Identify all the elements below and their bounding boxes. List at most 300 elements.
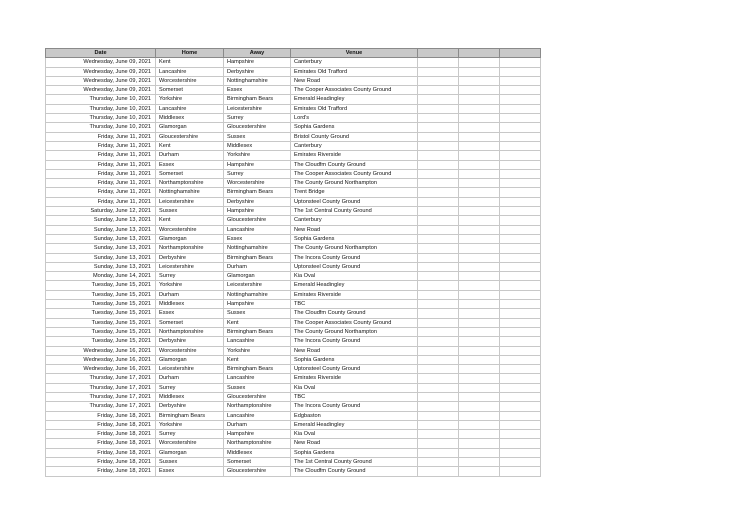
cell-empty (459, 383, 500, 392)
cell-date: Sunday, June 13, 2021 (46, 244, 156, 253)
cell-empty (459, 244, 500, 253)
cell-empty (500, 420, 541, 429)
cell-empty (459, 337, 500, 346)
cell-empty (459, 169, 500, 178)
cell-date: Thursday, June 10, 2021 (46, 95, 156, 104)
cell-home: Surrey (156, 272, 224, 281)
cell-venue: The Incora County Ground (291, 337, 418, 346)
cell-date: Sunday, June 13, 2021 (46, 216, 156, 225)
cell-date: Monday, June 14, 2021 (46, 272, 156, 281)
cell-home: Glamorgan (156, 448, 224, 457)
cell-empty (500, 411, 541, 420)
cell-date: Friday, June 11, 2021 (46, 132, 156, 141)
cell-empty (500, 169, 541, 178)
cell-empty (500, 67, 541, 76)
cell-away: Kent (224, 318, 291, 327)
cell-empty (418, 197, 459, 206)
cell-home: Yorkshire (156, 281, 224, 290)
cell-venue: The County Ground Northampton (291, 327, 418, 336)
cell-home: Northamptonshire (156, 327, 224, 336)
cell-date: Wednesday, June 16, 2021 (46, 346, 156, 355)
cell-empty (418, 160, 459, 169)
cell-date: Friday, June 18, 2021 (46, 439, 156, 448)
cell-empty (418, 95, 459, 104)
cell-home: Middlesex (156, 392, 224, 401)
cell-away: Nottinghamshire (224, 290, 291, 299)
cell-away: Lancashire (224, 374, 291, 383)
cell-venue: Trent Bridge (291, 188, 418, 197)
cell-venue: New Road (291, 439, 418, 448)
cell-away: Middlesex (224, 141, 291, 150)
cell-away: Hampshire (224, 160, 291, 169)
header-home: Home (156, 49, 224, 58)
cell-empty (500, 58, 541, 67)
cell-home: Leicestershire (156, 197, 224, 206)
cell-venue: Canterbury (291, 216, 418, 225)
cell-home: Somerset (156, 86, 224, 95)
cell-empty (500, 439, 541, 448)
cell-date: Sunday, June 13, 2021 (46, 234, 156, 243)
table-row (46, 253, 541, 262)
cell-date: Friday, June 18, 2021 (46, 458, 156, 467)
cell-empty (418, 281, 459, 290)
cell-home: Middlesex (156, 114, 224, 123)
cell-away: Yorkshire (224, 346, 291, 355)
cell-home: Durham (156, 374, 224, 383)
cell-empty (500, 365, 541, 374)
cell-venue: The Cloudfm County Ground (291, 467, 418, 476)
cell-venue: New Road (291, 225, 418, 234)
table-row (46, 467, 541, 476)
cell-away: Hampshire (224, 207, 291, 216)
cell-empty (418, 420, 459, 429)
cell-home: Yorkshire (156, 420, 224, 429)
cell-venue: Sophia Gardens (291, 448, 418, 457)
table-row (46, 244, 541, 253)
cell-empty (500, 253, 541, 262)
cell-empty (418, 132, 459, 141)
cell-empty (459, 448, 500, 457)
cell-empty (500, 123, 541, 132)
cell-empty (418, 253, 459, 262)
cell-away: Gloucestershire (224, 392, 291, 401)
cell-away: Worcestershire (224, 179, 291, 188)
cell-date: Wednesday, June 16, 2021 (46, 355, 156, 364)
cell-venue: Sophia Gardens (291, 123, 418, 132)
table-row (46, 448, 541, 457)
table-row (46, 439, 541, 448)
cell-empty (459, 309, 500, 318)
cell-away: Lancashire (224, 337, 291, 346)
cell-empty (418, 309, 459, 318)
cell-empty (418, 179, 459, 188)
cell-away: Birmingham Bears (224, 188, 291, 197)
cell-date: Friday, June 11, 2021 (46, 188, 156, 197)
cell-venue: TBC (291, 300, 418, 309)
cell-venue: Bristol County Ground (291, 132, 418, 141)
table-row (46, 355, 541, 364)
table-body (46, 58, 541, 476)
table-row (46, 365, 541, 374)
cell-empty (500, 188, 541, 197)
table-row (46, 95, 541, 104)
cell-away: Gloucestershire (224, 123, 291, 132)
cell-venue: Kia Oval (291, 430, 418, 439)
cell-home: Sussex (156, 458, 224, 467)
cell-away: Birmingham Bears (224, 95, 291, 104)
cell-empty (500, 430, 541, 439)
cell-empty (500, 392, 541, 401)
cell-away: Lancashire (224, 225, 291, 234)
table-row (46, 290, 541, 299)
cell-home: Leicestershire (156, 262, 224, 271)
cell-away: Essex (224, 86, 291, 95)
cell-empty (418, 188, 459, 197)
cell-venue: The Cloudfm County Ground (291, 160, 418, 169)
cell-date: Thursday, June 17, 2021 (46, 374, 156, 383)
cell-home: Derbyshire (156, 402, 224, 411)
cell-away: Sussex (224, 132, 291, 141)
cell-home: Derbyshire (156, 337, 224, 346)
table-row (46, 76, 541, 85)
cell-home: Somerset (156, 318, 224, 327)
cell-empty (459, 253, 500, 262)
cell-empty (500, 76, 541, 85)
cell-away: Birmingham Bears (224, 327, 291, 336)
cell-home: Leicestershire (156, 365, 224, 374)
table-row (46, 374, 541, 383)
cell-venue: The 1st Central County Ground (291, 458, 418, 467)
cell-empty (418, 327, 459, 336)
table-row (46, 420, 541, 429)
cell-empty (500, 467, 541, 476)
cell-empty (459, 95, 500, 104)
cell-empty (418, 76, 459, 85)
cell-venue: New Road (291, 76, 418, 85)
cell-home: Kent (156, 58, 224, 67)
cell-empty (418, 300, 459, 309)
cell-away: Nottinghamshire (224, 244, 291, 253)
table-row (46, 67, 541, 76)
cell-home: Lancashire (156, 67, 224, 76)
cell-date: Thursday, June 17, 2021 (46, 392, 156, 401)
header-date: Date (46, 49, 156, 58)
cell-date: Tuesday, June 15, 2021 (46, 281, 156, 290)
header-row (46, 49, 541, 58)
cell-away: Durham (224, 262, 291, 271)
cell-venue: The County Ground Northampton (291, 179, 418, 188)
cell-date: Tuesday, June 15, 2021 (46, 309, 156, 318)
cell-away: Durham (224, 420, 291, 429)
cell-empty (500, 225, 541, 234)
cell-venue: The Incora County Ground (291, 253, 418, 262)
cell-empty (500, 300, 541, 309)
cell-home: Somerset (156, 169, 224, 178)
cell-empty (459, 86, 500, 95)
cell-empty (459, 392, 500, 401)
cell-empty (500, 216, 541, 225)
cell-venue: Uptonsteel County Ground (291, 197, 418, 206)
cell-empty (459, 76, 500, 85)
table-row (46, 141, 541, 150)
cell-away: Sussex (224, 383, 291, 392)
cell-date: Thursday, June 17, 2021 (46, 383, 156, 392)
cell-empty (459, 290, 500, 299)
cell-empty (500, 281, 541, 290)
cell-venue: TBC (291, 392, 418, 401)
cell-date: Friday, June 18, 2021 (46, 411, 156, 420)
table-row (46, 411, 541, 420)
cell-home: Surrey (156, 430, 224, 439)
cell-empty (500, 383, 541, 392)
cell-empty (500, 262, 541, 271)
cell-empty (459, 458, 500, 467)
cell-date: Wednesday, June 09, 2021 (46, 67, 156, 76)
cell-date: Tuesday, June 15, 2021 (46, 300, 156, 309)
cell-home: Nottinghamshire (156, 188, 224, 197)
cell-empty (459, 67, 500, 76)
cell-empty (418, 402, 459, 411)
cell-away: Surrey (224, 114, 291, 123)
table-row (46, 327, 541, 336)
cell-away: Derbyshire (224, 197, 291, 206)
cell-home: Essex (156, 160, 224, 169)
cell-empty (459, 430, 500, 439)
cell-home: Durham (156, 290, 224, 299)
cell-venue: Canterbury (291, 141, 418, 150)
cell-date: Thursday, June 10, 2021 (46, 104, 156, 113)
cell-empty (418, 86, 459, 95)
cell-empty (418, 448, 459, 457)
cell-empty (459, 132, 500, 141)
table-row (46, 114, 541, 123)
cell-empty (459, 197, 500, 206)
cell-empty (459, 207, 500, 216)
cell-empty (459, 355, 500, 364)
table-row (46, 225, 541, 234)
cell-empty (500, 327, 541, 336)
header-empty (418, 49, 459, 58)
cell-empty (500, 402, 541, 411)
cell-away: Sussex (224, 309, 291, 318)
cell-venue: The Incora County Ground (291, 402, 418, 411)
table-row (46, 123, 541, 132)
cell-home: Lancashire (156, 104, 224, 113)
cell-venue: The 1st Central County Ground (291, 207, 418, 216)
cell-venue: New Road (291, 346, 418, 355)
cell-empty (500, 272, 541, 281)
cell-empty (418, 458, 459, 467)
cell-empty (500, 114, 541, 123)
cell-empty (459, 272, 500, 281)
cell-empty (500, 448, 541, 457)
table-row (46, 179, 541, 188)
cell-date: Friday, June 11, 2021 (46, 197, 156, 206)
cell-venue: Sophia Gardens (291, 234, 418, 243)
table-row (46, 234, 541, 243)
table-row (46, 151, 541, 160)
cell-empty (418, 67, 459, 76)
cell-empty (418, 374, 459, 383)
cell-empty (500, 374, 541, 383)
cell-date: Thursday, June 10, 2021 (46, 123, 156, 132)
header-empty (459, 49, 500, 58)
cell-home: Glamorgan (156, 123, 224, 132)
cell-venue: Emirates Old Trafford (291, 104, 418, 113)
cell-empty (500, 141, 541, 150)
cell-venue: Emirates Old Trafford (291, 67, 418, 76)
cell-away: Derbyshire (224, 67, 291, 76)
cell-empty (459, 467, 500, 476)
cell-empty (418, 365, 459, 374)
cell-empty (418, 225, 459, 234)
cell-empty (418, 123, 459, 132)
cell-venue: The Cooper Associates County Ground (291, 169, 418, 178)
cell-empty (459, 141, 500, 150)
cell-empty (500, 207, 541, 216)
cell-venue: Uptonsteel County Ground (291, 262, 418, 271)
cell-date: Sunday, June 13, 2021 (46, 253, 156, 262)
cell-home: Middlesex (156, 300, 224, 309)
cell-empty (500, 458, 541, 467)
table-row (46, 58, 541, 67)
cell-empty (459, 58, 500, 67)
cell-empty (500, 197, 541, 206)
cell-venue: Kia Oval (291, 383, 418, 392)
table-row (46, 318, 541, 327)
cell-away: Yorkshire (224, 151, 291, 160)
cell-away: Somerset (224, 458, 291, 467)
cell-empty (459, 114, 500, 123)
cell-date: Tuesday, June 15, 2021 (46, 290, 156, 299)
table-row (46, 169, 541, 178)
cell-date: Friday, June 18, 2021 (46, 467, 156, 476)
cell-empty (500, 244, 541, 253)
table-row (46, 132, 541, 141)
cell-empty (459, 346, 500, 355)
cell-empty (459, 104, 500, 113)
cell-date: Friday, June 18, 2021 (46, 420, 156, 429)
cell-away: Northamptonshire (224, 402, 291, 411)
cell-date: Tuesday, June 15, 2021 (46, 337, 156, 346)
cell-venue: Edgbaston (291, 411, 418, 420)
cell-empty (418, 169, 459, 178)
cell-empty (418, 439, 459, 448)
cell-date: Thursday, June 17, 2021 (46, 402, 156, 411)
cell-date: Wednesday, June 09, 2021 (46, 58, 156, 67)
cell-date: Friday, June 11, 2021 (46, 169, 156, 178)
cell-empty (418, 290, 459, 299)
cell-away: Birmingham Bears (224, 365, 291, 374)
cell-home: Surrey (156, 383, 224, 392)
cell-venue: The Cloudfm County Ground (291, 309, 418, 318)
cell-away: Middlesex (224, 448, 291, 457)
cell-venue: Uptonsteel County Ground (291, 365, 418, 374)
cell-empty (418, 430, 459, 439)
cell-home: Northamptonshire (156, 179, 224, 188)
cell-venue: Kia Oval (291, 272, 418, 281)
cell-empty (459, 402, 500, 411)
cell-empty (418, 383, 459, 392)
cell-empty (459, 318, 500, 327)
cell-empty (418, 355, 459, 364)
cell-home: Essex (156, 309, 224, 318)
cell-empty (459, 420, 500, 429)
cell-away: Leicestershire (224, 104, 291, 113)
table-row (46, 337, 541, 346)
cell-venue: The County Ground Northampton (291, 244, 418, 253)
table-row (46, 207, 541, 216)
cell-home: Kent (156, 216, 224, 225)
table-row (46, 458, 541, 467)
cell-empty (459, 123, 500, 132)
cell-date: Sunday, June 13, 2021 (46, 262, 156, 271)
cell-away: Essex (224, 234, 291, 243)
cell-empty (418, 207, 459, 216)
cell-empty (459, 365, 500, 374)
cell-empty (418, 58, 459, 67)
table-row (46, 309, 541, 318)
cell-date: Friday, June 11, 2021 (46, 141, 156, 150)
cell-home: Sussex (156, 207, 224, 216)
cell-home: Worcestershire (156, 346, 224, 355)
cell-date: Friday, June 11, 2021 (46, 160, 156, 169)
cell-empty (418, 272, 459, 281)
cell-empty (500, 346, 541, 355)
cell-empty (459, 327, 500, 336)
cell-home: Worcestershire (156, 225, 224, 234)
cell-empty (418, 392, 459, 401)
cell-empty (459, 234, 500, 243)
cell-venue: Sophia Gardens (291, 355, 418, 364)
table-row (46, 346, 541, 355)
cell-away: Birmingham Bears (224, 253, 291, 262)
cell-empty (418, 114, 459, 123)
cell-date: Friday, June 11, 2021 (46, 151, 156, 160)
cell-empty (459, 281, 500, 290)
cell-away: Glamorgan (224, 272, 291, 281)
cell-empty (500, 337, 541, 346)
cell-home: Northamptonshire (156, 244, 224, 253)
table-row (46, 86, 541, 95)
cell-empty (418, 151, 459, 160)
cell-empty (459, 411, 500, 420)
cell-home: Derbyshire (156, 253, 224, 262)
cell-venue: Emirates Riverside (291, 151, 418, 160)
cell-home: Glamorgan (156, 234, 224, 243)
cell-empty (418, 337, 459, 346)
cell-home: Glamorgan (156, 355, 224, 364)
cell-date: Tuesday, June 15, 2021 (46, 318, 156, 327)
cell-empty (500, 95, 541, 104)
table-row (46, 160, 541, 169)
cell-empty (500, 151, 541, 160)
cell-empty (459, 439, 500, 448)
cell-empty (500, 309, 541, 318)
cell-venue: Emerald Headingley (291, 281, 418, 290)
cell-home: Birmingham Bears (156, 411, 224, 420)
cell-date: Wednesday, June 09, 2021 (46, 86, 156, 95)
cell-venue: Emerald Headingley (291, 420, 418, 429)
cell-empty (459, 262, 500, 271)
cell-date: Saturday, June 12, 2021 (46, 207, 156, 216)
cell-venue: Emerald Headingley (291, 95, 418, 104)
cell-date: Friday, June 11, 2021 (46, 179, 156, 188)
cell-empty (459, 300, 500, 309)
table-row (46, 430, 541, 439)
cell-empty (459, 374, 500, 383)
table-row (46, 272, 541, 281)
